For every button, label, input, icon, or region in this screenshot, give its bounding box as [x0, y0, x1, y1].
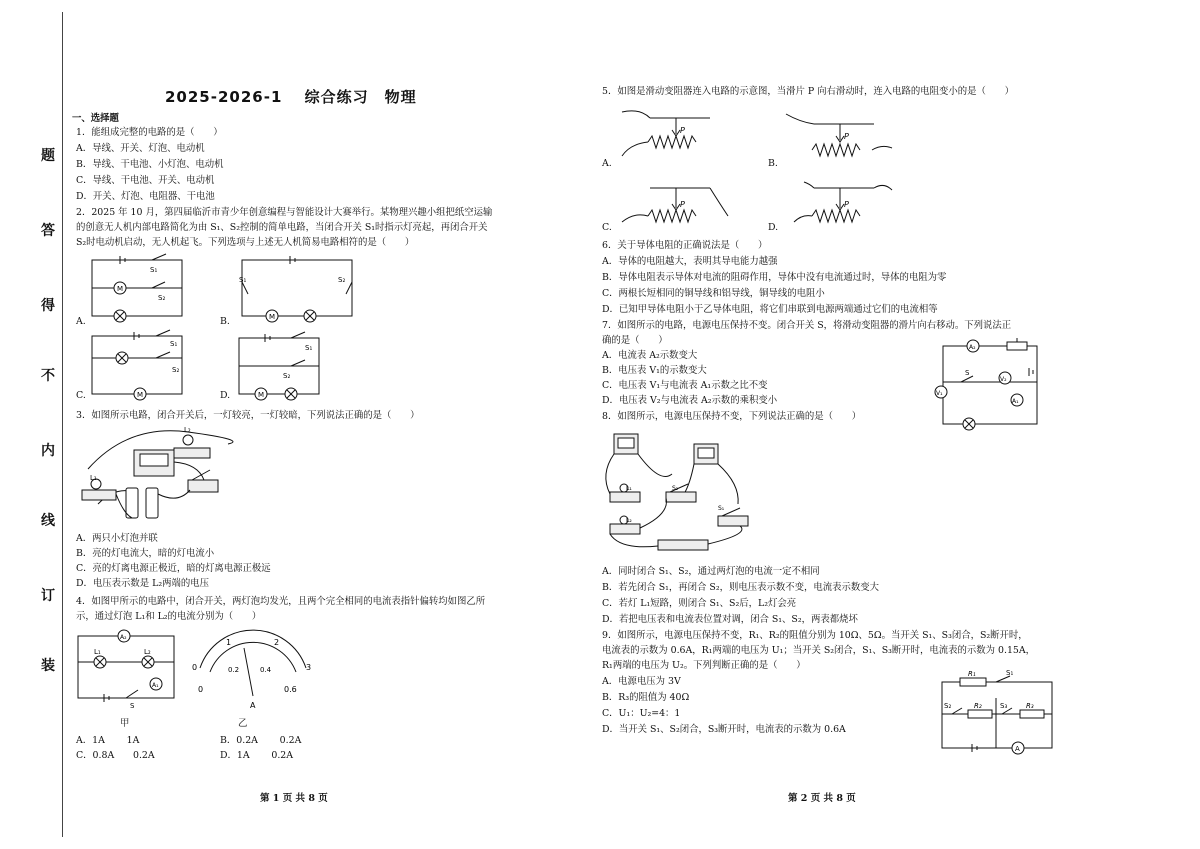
q1-option-b: B．导线、干电池、小灯泡、电动机 — [76, 159, 224, 170]
svg-text:M: M — [258, 391, 265, 399]
svg-text:0.4: 0.4 — [260, 666, 272, 674]
svg-text:A₁: A₁ — [152, 682, 159, 689]
seal-char: 订 — [41, 588, 55, 604]
q7-stem-line: 确的是（ ） — [602, 335, 668, 346]
svg-text:A₁: A₁ — [1012, 398, 1019, 405]
section-heading: 一、选择题 — [72, 113, 119, 124]
q9-option-c: C．U₁：U₂=4：1 — [602, 708, 681, 719]
q5-label-c: C. — [602, 222, 612, 233]
svg-text:S₂: S₂ — [283, 372, 291, 380]
svg-text:R₁: R₁ — [968, 670, 976, 678]
svg-text:L₂: L₂ — [184, 426, 191, 434]
q8-physical-circuit — [600, 424, 760, 560]
q3-option-c: C．亮的灯离电源正极近，暗的灯离电源正极远 — [76, 563, 271, 574]
svg-text:S₂: S₂ — [944, 702, 952, 710]
q4-stem-line: 4．如图甲所示的电路中，闭合开关，两灯泡均发光，且两个完全相同的电流表指针偏转均如图乙所 — [76, 596, 486, 607]
svg-text:S₂: S₂ — [672, 485, 679, 492]
svg-text:S₂: S₂ — [338, 276, 346, 284]
q2-stem-line: 2．2025 年 10 月，第四届临沂市青少年创意编程与智能设计大赛举行。某物理兴趣小组把纸空运输 — [76, 207, 493, 218]
q2-stem-line: 的创意无人机内部电路简化为由 S₁、S₂控制的简单电路，当闭合开关 S₁时指示灯亮起，再闭合开关 — [76, 222, 488, 233]
svg-text:M: M — [117, 285, 124, 293]
exam-title: 2025-2026-1 综合练习 物理 — [165, 88, 417, 106]
q5-stem: 5．如图是滑动变阻器连入电路的示意图，当滑片 P 向右滑动时，连入电路的电阻变小的是（ ） — [602, 86, 1014, 97]
svg-text:L₂: L₂ — [626, 517, 632, 524]
svg-text:S: S — [130, 702, 135, 710]
q6-option-d: D．已知甲导体电阻小于乙导体电阻，将它们串联到电源两端通过它们的电流相等 — [602, 304, 938, 315]
svg-text:A₂: A₂ — [120, 634, 127, 641]
svg-text:M: M — [269, 313, 276, 321]
svg-text:1: 1 — [226, 638, 232, 647]
q5-label-d: D. — [768, 222, 779, 233]
svg-text:P: P — [844, 200, 849, 209]
svg-text:A₂: A₂ — [969, 344, 976, 351]
q8-option-b: B．若先闭合 S₁，再闭合 S₂，则电压表示数不变，电流表示数变大 — [602, 582, 879, 593]
q2-stem-line: S₂时电动机启动，无人机起飞。下列选项与上述无人机简易电路相符的是（ ） — [76, 237, 415, 248]
q8-option-a: A．同时闭合 S₁、S₂，通过两灯泡的电流一定不相同 — [602, 566, 820, 577]
q4-fig-yi-label: 乙 — [238, 718, 248, 729]
seal-char: 得 — [41, 298, 55, 314]
q4-stem-line: 示，通过灯泡 L₁和 L₂的电流分别为（ ） — [76, 611, 262, 622]
q2-circuit-a — [90, 252, 210, 324]
q1-option-a: A．导线、开关、灯泡、电动机 — [76, 143, 205, 154]
q3-option-a: A．两只小灯泡并联 — [76, 533, 158, 544]
svg-text:3: 3 — [306, 663, 312, 672]
svg-text:0: 0 — [192, 663, 198, 672]
svg-text:L₁: L₁ — [626, 485, 632, 492]
seal-char: 题 — [41, 148, 55, 164]
q3-stem: 3．如图所示电路，闭合开关后，一灯较亮，一灯较暗，下列说法正确的是（ ） — [76, 410, 420, 421]
svg-text:P: P — [680, 200, 685, 209]
q2-circuit-b — [240, 252, 360, 324]
q5-rheostat-d — [784, 178, 894, 234]
q6-option-a: A．导体的电阻越大，表明其导电能力越强 — [602, 256, 778, 267]
svg-text:R₃: R₃ — [1026, 702, 1034, 710]
svg-text:P: P — [844, 132, 849, 141]
svg-text:L₂: L₂ — [144, 648, 151, 656]
seal-char: 线 — [41, 513, 55, 529]
q4-circuit-jia — [74, 626, 194, 710]
q5-rheostat-c — [620, 178, 730, 234]
svg-text:L₁: L₁ — [90, 474, 97, 482]
q9-stem-line: R₁两端的电压为 U₂。下列判断正确的是（ ） — [602, 660, 806, 671]
svg-text:V₂: V₂ — [1000, 376, 1007, 383]
svg-text:0.6: 0.6 — [284, 685, 297, 694]
seal-char: 答 — [41, 223, 55, 239]
q2-label-b: B. — [220, 316, 230, 327]
q8-option-d: D．若把电压表和电流表位置对调，闭合 S₁、S₂，两表都烧坏 — [602, 614, 858, 625]
svg-text:S: S — [965, 369, 970, 377]
q4-option-c: C．0.8A 0.2A — [76, 750, 155, 761]
q8-stem: 8．如图所示，电源电压保持不变，下列说法正确的是（ ） — [602, 411, 862, 422]
svg-text:S₁: S₁ — [170, 340, 178, 348]
page-2-footer: 第 2 页 共 8 页 — [788, 793, 856, 804]
q5-rheostat-a — [620, 104, 730, 164]
svg-text:S₁: S₁ — [718, 505, 725, 512]
q9-stem-line: 电流表的示数为 0.6A，R₁两端的电压为 U₁；当开关 S₂闭合，S₁、S₃断开时，电流表的示数为 0.15A， — [602, 645, 1036, 656]
svg-text:A: A — [1015, 745, 1020, 753]
svg-text:S₁: S₁ — [239, 276, 247, 284]
q1-stem: 1．能组成完整的电路的是（ ） — [76, 127, 223, 138]
q4-option-d: D．1A 0.2A — [220, 750, 294, 761]
q8-option-c: C．若灯 L₁短路，则闭合 S₁、S₂后，L₂灯会亮 — [602, 598, 797, 609]
seal-char: 不 — [41, 368, 55, 384]
q9-option-a: A．电源电压为 3V — [602, 676, 681, 687]
q9-option-d: D．当开关 S₁、S₂闭合，S₃断开时，电流表的示数为 0.6A — [602, 724, 846, 735]
q1-option-c: C．导线、干电池、开关、电动机 — [76, 175, 215, 186]
q7-stem-line: 7．如图所示的电路，电源电压保持不变。闭合开关 S，将滑动变阻器的滑片向右移动。下列说法正 — [602, 320, 1012, 331]
q2-label-d: D. — [220, 390, 231, 401]
q2-label-c: C. — [76, 390, 86, 401]
q6-stem: 6．关于导体电阻的正确说法是（ ） — [602, 240, 768, 251]
q4-option-b: B．0.2A 0.2A — [220, 735, 302, 746]
q3-option-b: B．亮的灯电流大，暗的灯电流小 — [76, 548, 215, 559]
svg-text:S₃: S₃ — [1000, 702, 1008, 710]
q5-label-a: A. — [602, 158, 612, 169]
q4-fig-jia-label: 甲 — [120, 718, 130, 729]
page-2 — [598, 0, 1143, 849]
svg-text:S₁: S₁ — [305, 344, 313, 352]
q7-option-c: C．电压表 V₁与电流表 A₁示数之比不变 — [602, 380, 768, 391]
svg-text:2: 2 — [274, 638, 280, 647]
q4-option-a: A．1A 1A — [76, 735, 140, 746]
svg-text:S₂: S₂ — [158, 294, 166, 302]
svg-text:0.2: 0.2 — [228, 666, 240, 674]
q2-label-a: A. — [76, 316, 86, 327]
q2-circuit-c — [90, 330, 210, 402]
q2-circuit-d — [235, 330, 355, 402]
q1-option-d: D．开关、灯泡、电阻器、干电池 — [76, 191, 215, 202]
q3-physical-circuit — [78, 424, 278, 528]
svg-text:P: P — [680, 126, 685, 135]
q5-rheostat-b — [784, 104, 894, 164]
svg-text:0: 0 — [198, 685, 204, 694]
page-1 — [70, 0, 575, 849]
page-1-footer: 第 1 页 共 8 页 — [260, 793, 328, 804]
q9-option-b: B．R₃的阻值为 40Ω — [602, 692, 690, 703]
q9-stem-line: 9．如图所示，电源电压保持不变，R₁、R₂的阻值分别为 10Ω、5Ω。当开关 S₁、S₃闭合，S₂断开时， — [602, 630, 1028, 641]
q7-option-a: A．电流表 A₂示数变大 — [602, 350, 698, 361]
q5-label-b: B. — [768, 158, 778, 169]
q7-option-d: D．电压表 V₂与电流表 A₂示数的乘积变小 — [602, 395, 778, 406]
svg-text:L₁: L₁ — [94, 648, 101, 656]
q6-option-b: B．导体电阻表示导体对电流的阻碍作用，导体中没有电流通过时，导体的电阻为零 — [602, 272, 947, 283]
binding-line — [62, 12, 63, 837]
seal-char: 内 — [41, 443, 55, 459]
q7-option-b: B．电压表 V₁的示数变大 — [602, 365, 707, 376]
seal-char: 装 — [41, 658, 55, 674]
svg-text:S₁: S₁ — [150, 266, 158, 274]
svg-text:A: A — [250, 701, 256, 710]
q9-circuit — [938, 668, 1058, 754]
q4-ammeter-yi — [188, 630, 318, 710]
q3-option-d: D．电压表示数是 L₂两端的电压 — [76, 578, 209, 589]
svg-text:V₁: V₁ — [936, 390, 943, 397]
svg-text:R₂: R₂ — [974, 702, 982, 710]
svg-text:M: M — [137, 391, 144, 399]
svg-text:S₁: S₁ — [1006, 669, 1014, 677]
q7-circuit — [933, 338, 1048, 430]
svg-text:S₂: S₂ — [172, 366, 180, 374]
q6-option-c: C．两根长短相同的铜导线和铝导线，铜导线的电阻小 — [602, 288, 825, 299]
